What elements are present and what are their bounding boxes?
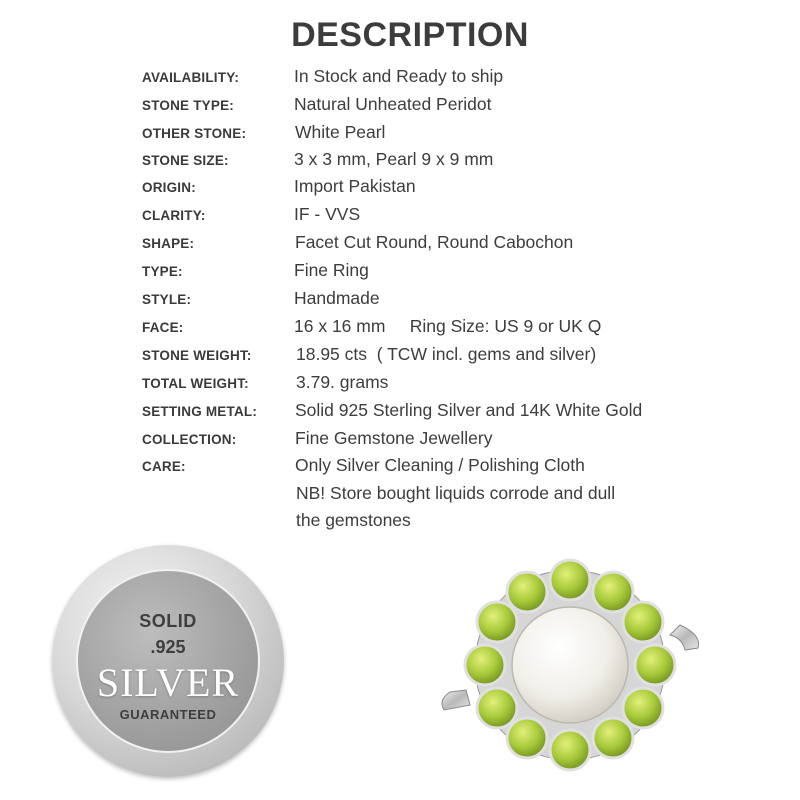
spec-row-other-stone <box>0 122 800 148</box>
spec-value: 3 x 3 mm, Pearl 9 x 9 mm <box>294 149 494 169</box>
peridot-stone <box>635 645 675 685</box>
spec-row-care <box>0 455 800 481</box>
spec-row-setting-metal <box>0 400 800 426</box>
peridot-stone <box>593 572 633 612</box>
badge-silver-text: SILVER <box>96 660 240 705</box>
spec-label: CLARITY: <box>142 208 206 223</box>
spec-row-care-note <box>0 483 800 509</box>
peridot-stone <box>477 688 517 728</box>
spec-row-origin <box>0 176 800 202</box>
peridot-stone <box>623 602 663 642</box>
spec-row-face <box>0 316 800 342</box>
badge-guaranteed-text: GUARANTEED <box>119 707 217 722</box>
description-heading: DESCRIPTION <box>291 16 529 54</box>
spec-value: 3.79. grams <box>296 372 389 392</box>
spec-label: SETTING METAL: <box>142 404 258 419</box>
spec-label: TOTAL WEIGHT: <box>142 376 249 391</box>
spec-row-total-weight <box>0 372 800 398</box>
spec-row-type <box>0 260 800 286</box>
spec-value: Natural Unheated Peridot <box>294 94 492 114</box>
spec-value: Solid 925 Sterling Silver and 14K White Gold <box>295 400 643 420</box>
spec-label: COLLECTION: <box>142 432 237 447</box>
spec-label: OTHER STONE: <box>142 126 247 141</box>
spec-label: STYLE: <box>142 292 192 307</box>
spec-row-stone-type <box>0 94 800 120</box>
peridot-stone <box>593 718 633 758</box>
spec-row-shape <box>0 232 800 258</box>
pearl-center <box>512 607 628 723</box>
spec-value: Only Silver Cleaning / Polishing Cloth <box>295 455 585 475</box>
spec-label: CARE: <box>142 459 186 474</box>
ring-band-left <box>442 690 470 710</box>
spec-value: Fine Gemstone Jewellery <box>295 428 493 448</box>
spec-label: AVAILABILITY: <box>142 70 240 85</box>
peridot-stone <box>465 645 505 685</box>
spec-label: STONE TYPE: <box>142 98 234 113</box>
silver-guarantee-badge <box>52 545 284 777</box>
badge-solid-text: SOLID <box>139 611 197 631</box>
spec-label: ORIGIN: <box>142 180 196 195</box>
ring-band-right <box>670 625 699 650</box>
ring-image <box>430 540 710 790</box>
spec-label: SHAPE: <box>142 236 195 251</box>
spec-value: 16 x 16 mm Ring Size: US 9 or UK Q <box>294 316 602 336</box>
spec-row-care-note <box>0 510 800 536</box>
badge-925-text: .925 <box>150 637 186 657</box>
spec-row-availability <box>0 66 800 92</box>
spec-row-style <box>0 288 800 314</box>
spec-value: Fine Ring <box>294 260 369 280</box>
peridot-stone <box>623 688 663 728</box>
care-note-line: NB! Store bought liquids corrode and dull <box>296 483 616 503</box>
peridot-stone <box>550 730 590 770</box>
spec-value: In Stock and Ready to ship <box>294 66 504 86</box>
spec-value: Facet Cut Round, Round Cabochon <box>295 232 574 252</box>
spec-label: TYPE: <box>142 264 183 279</box>
badge-inner-disc <box>76 569 260 753</box>
spec-label: STONE WEIGHT: <box>142 348 252 363</box>
peridot-stone <box>550 560 590 600</box>
peridot-stone <box>507 572 547 612</box>
spec-value: Import Pakistan <box>294 176 416 196</box>
spec-value: 18.95 cts ( TCW incl. gems and silver) <box>296 344 597 364</box>
spec-row-stone-weight <box>0 344 800 370</box>
spec-row-collection <box>0 428 800 454</box>
spec-row-clarity <box>0 204 800 230</box>
spec-value: Handmade <box>294 288 380 308</box>
spec-label: STONE SIZE: <box>142 153 229 168</box>
care-note-line: the gemstones <box>296 510 411 530</box>
spec-label: FACE: <box>142 320 184 335</box>
peridot-stone <box>477 602 517 642</box>
spec-value: IF - VVS <box>294 204 361 224</box>
peridot-stone <box>507 718 547 758</box>
spec-value: White Pearl <box>295 122 386 142</box>
spec-row-stone-size <box>0 149 800 175</box>
